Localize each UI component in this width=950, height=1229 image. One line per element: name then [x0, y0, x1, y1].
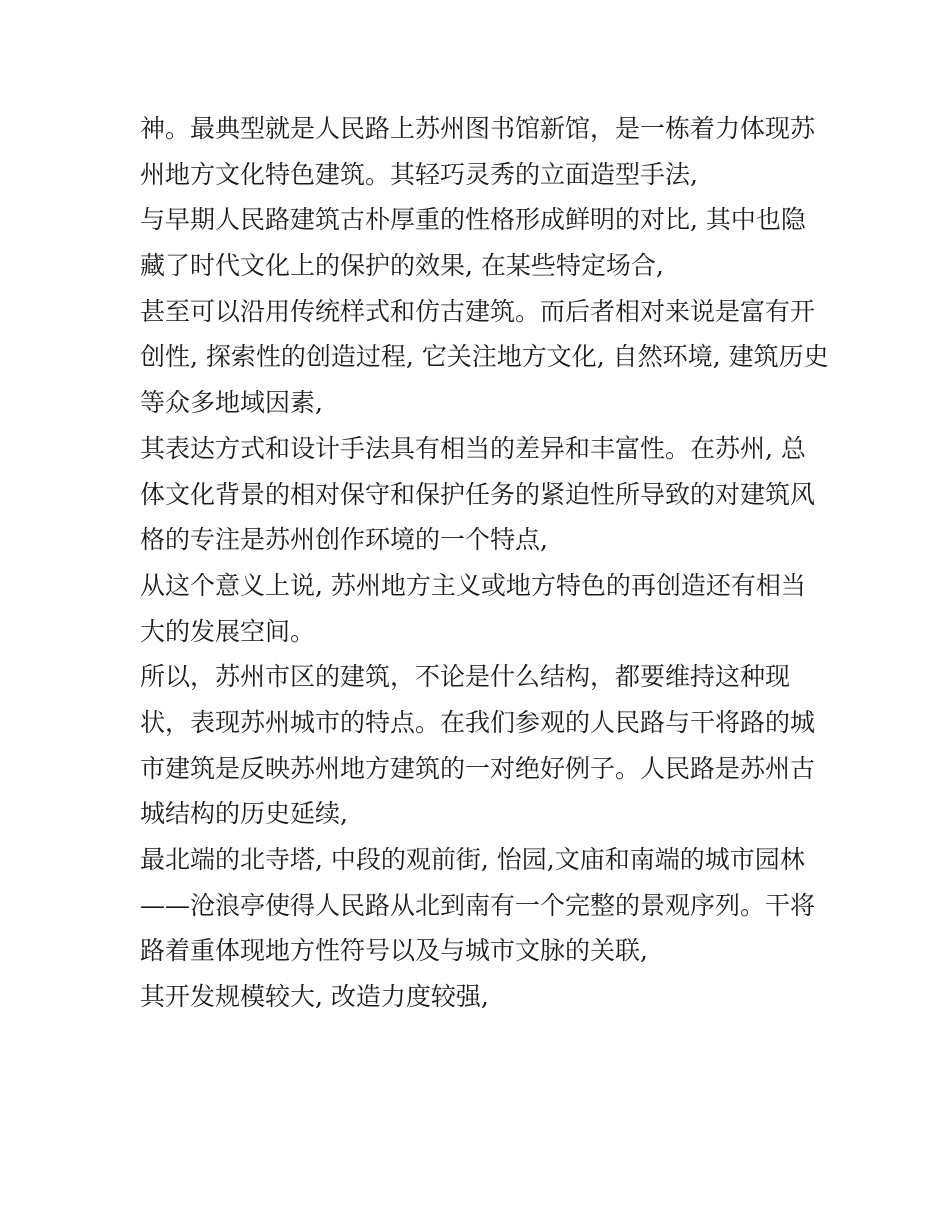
- body-text: [140, 106, 829, 1020]
- text-line: 所以，苏州市区的建筑，不论是什么结构，都要维持这种现: [140, 662, 791, 692]
- text-line: 最北端的北寺塔, 中段的观前街, 怡园,文庙和南端的城市园林: [140, 845, 805, 874]
- text-line: 格的专注是苏州创作环境的一个特点,: [140, 525, 548, 555]
- text-line: 神。最典型就是人民路上苏州图书馆新馆，是一栋着力体现苏: [140, 114, 816, 143]
- text-line: 其表达方式和设计手法具有相当的差异和丰富性。在苏州, 总: [140, 433, 806, 463]
- text-line: 大的发展空间。: [140, 616, 316, 646]
- text-line: 体文化背景的相对保守和保护任务的紧迫性所导致的对建筑风: [140, 479, 816, 509]
- text-line: 州地方文化特色建筑。其轻巧灵秀的立面造型手法,: [140, 159, 698, 189]
- text-line: 从这个意义上说, 苏州地方主义或地方特色的再创造还有相当: [140, 570, 806, 600]
- text-line: 状，表现苏州城市的特点。在我们参观的人民路与干将路的城: [140, 707, 816, 737]
- text-line: 城结构的历史延续,: [140, 799, 348, 829]
- text-line: 路着重体现地方性符号以及与城市文脉的关联,: [140, 936, 648, 966]
- text-line: 与早期人民路建筑古朴厚重的性格形成鲜明的对比, 其中也隐: [140, 205, 806, 235]
- text-line: 甚至可以沿用传统样式和仿古建筑。而后者相对来说是富有开: [140, 296, 816, 326]
- text-line: 其开发规模较大, 改造力度较强,: [140, 982, 489, 1012]
- text-line: ——沧浪亭使得人民路从北到南有一个完整的景观序列。干将: [140, 890, 816, 920]
- text-line: 市建筑是反映苏州地方建筑的一对绝好例子。人民路是苏州古: [140, 753, 816, 783]
- text-line: 等众多地域因素,: [140, 388, 323, 418]
- text-line: 创性, 探索性的创造过程, 它关注地方文化, 自然环境, 建筑历史: [140, 342, 829, 372]
- text-line: 藏了时代文化上的保护的效果, 在某些特定场合,: [140, 251, 664, 281]
